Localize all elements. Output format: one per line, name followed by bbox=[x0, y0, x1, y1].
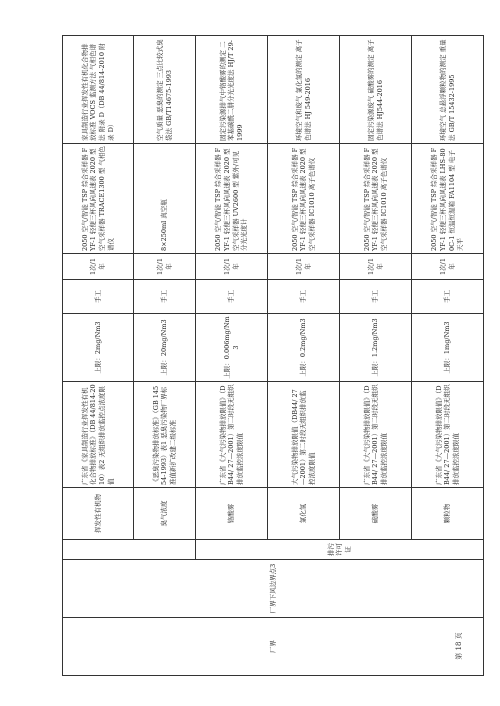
standard-cell: 《恶臭污染物排放标准》（GB 14554-1993）表1 恶臭污染物厂界标准值新扩改建二级标准 bbox=[134, 382, 196, 488]
method-cell: 环境空气和废气 氯化氢的测定 离子色谱法 HJ 549-2016 bbox=[268, 36, 340, 144]
permit-note-cell: 排污许可证 bbox=[196, 540, 484, 560]
limit-cell: 上限：1mg/Nm3 bbox=[412, 314, 484, 382]
mode-cell: 手工 bbox=[134, 280, 196, 314]
limit-cell: 上限：2mg/Nm3 bbox=[63, 314, 134, 382]
instrument-cell: 2050 空气/智能 TSP 综合采样器 FYF-1 轻便三杯风向风速表 2020 型 空气采样器 IC1010 离子色谱仪 bbox=[268, 144, 340, 254]
method-cell: 环境空气 总悬浮颗粒物的测定 重量法 GB/T 15432-1995 bbox=[412, 36, 484, 144]
page-number: 第 18 页 bbox=[455, 632, 463, 660]
pollutant-cell: 臭气浓度 bbox=[134, 488, 196, 540]
limit-cell: 上限：0.2mg/Nm3 bbox=[268, 314, 340, 382]
instrument-cell: 2050 空气/智能 TSP 综合采样器 FYF-1 轻便三杯风向风速表 LHS-800C-1 恒温恒湿箱 FA1104 型 电子天平 bbox=[412, 144, 484, 254]
frequency-cell: 1次/1年 bbox=[340, 254, 412, 280]
instrument-cell: 2050 空气/智能 TSP 综合采样器 FYF-1 轻便三杯风向风速表 2020 型 空气采样器 TRACE1300 型 气相色谱仪 bbox=[63, 144, 134, 254]
pollutant-cell: 挥发性有机物 bbox=[63, 488, 134, 540]
mode-cell: 手工 bbox=[63, 280, 134, 314]
method-cell: 空气质量 恶臭的测定 三点比较式臭袋法 GB/T14675-1993 bbox=[134, 36, 196, 144]
limit-cell: 上限：1.2mg/Nm3 bbox=[340, 314, 412, 382]
table-row bbox=[63, 36, 134, 676]
frequency-cell: 1次/1年 bbox=[412, 254, 484, 280]
mode-cell: 手工 bbox=[196, 280, 268, 314]
mode-cell: 手工 bbox=[412, 280, 484, 314]
monitoring-table bbox=[62, 35, 484, 676]
instrument-cell: 2050 空气/智能 TSP 综合采样器 FYF-1 轻便三杯风向风速表 2020 型 空气采样器 UV2600 型 紫外/可见分光光度计 bbox=[196, 144, 268, 254]
frequency-cell: 1次/1年 bbox=[268, 254, 340, 280]
standard-cell: 广东省《家具制造行业挥发性有机化合物排放标准》（DB 44/814-2010）表2 无组织排放监控点浓度限值 bbox=[63, 382, 134, 488]
monitoring-point-cell: 厂界下风边界点3 bbox=[63, 560, 484, 618]
standard-cell: 广东省《大气污染物排放限值》（DB44/ 27—2001）第二时段无组织排放监控浓度限值 bbox=[196, 382, 268, 488]
frequency-cell: 1次/1年 bbox=[196, 254, 268, 280]
instrument-cell: 2050 空气/智能 TSP 综合采样器 FYF-1 轻便三杯风向风速表 2020 型 空气采样器 IC1010 离子色谱仪 bbox=[340, 144, 412, 254]
instrument-cell: 8×250ml 真空瓶 bbox=[134, 144, 196, 254]
standard-cell: 广东省《大气污染物排放限值》（DB44/ 27—2001）第二时段无组织排放监控浓度限值 bbox=[412, 382, 484, 488]
standard-cell: 大气污染物排放限值（DB44/ 27—2001）第二时段无组织排放监控浓度限值 bbox=[268, 382, 340, 488]
location-cell: 厂界 bbox=[63, 618, 484, 676]
method-cell: 固定污染源排气中铬酸雾的测定 二苯基碳酰二肼分光光度法 HJ/T 29-1999 bbox=[196, 36, 268, 144]
standard-cell: 广东省《大气污染物排放限值》（DB44/ 27—2001）第二时段无组织排放监控浓度限值 bbox=[340, 382, 412, 488]
pollutant-cell: 颗粒物 bbox=[412, 488, 484, 540]
mode-cell: 手工 bbox=[340, 280, 412, 314]
pollutant-cell: 铬酸雾 bbox=[196, 488, 268, 540]
method-cell: 固定污染源废气 硫酸雾的测定 离子色谱法 HJ544-2016 bbox=[340, 36, 412, 144]
frequency-cell: 1次/1年 bbox=[63, 254, 134, 280]
limit-cell: 上限：0.006mg/Nm3 bbox=[196, 314, 268, 382]
mode-cell: 手工 bbox=[268, 280, 340, 314]
permit-spacer-cell bbox=[63, 540, 196, 560]
monitoring-table-page bbox=[62, 36, 487, 676]
pollutant-cell: 硫酸雾 bbox=[340, 488, 412, 540]
method-cell: 家具制造行业挥发性有机化合物排放标准 VOCS 监测方法 气相色谱法 附录 D（DB 44/814-2010 附录 D） bbox=[63, 36, 134, 144]
frequency-cell: 1次/1年 bbox=[134, 254, 196, 280]
pollutant-cell: 氯化氢 bbox=[268, 488, 340, 540]
limit-cell: 上限：20mg/Nm3 bbox=[134, 314, 196, 382]
